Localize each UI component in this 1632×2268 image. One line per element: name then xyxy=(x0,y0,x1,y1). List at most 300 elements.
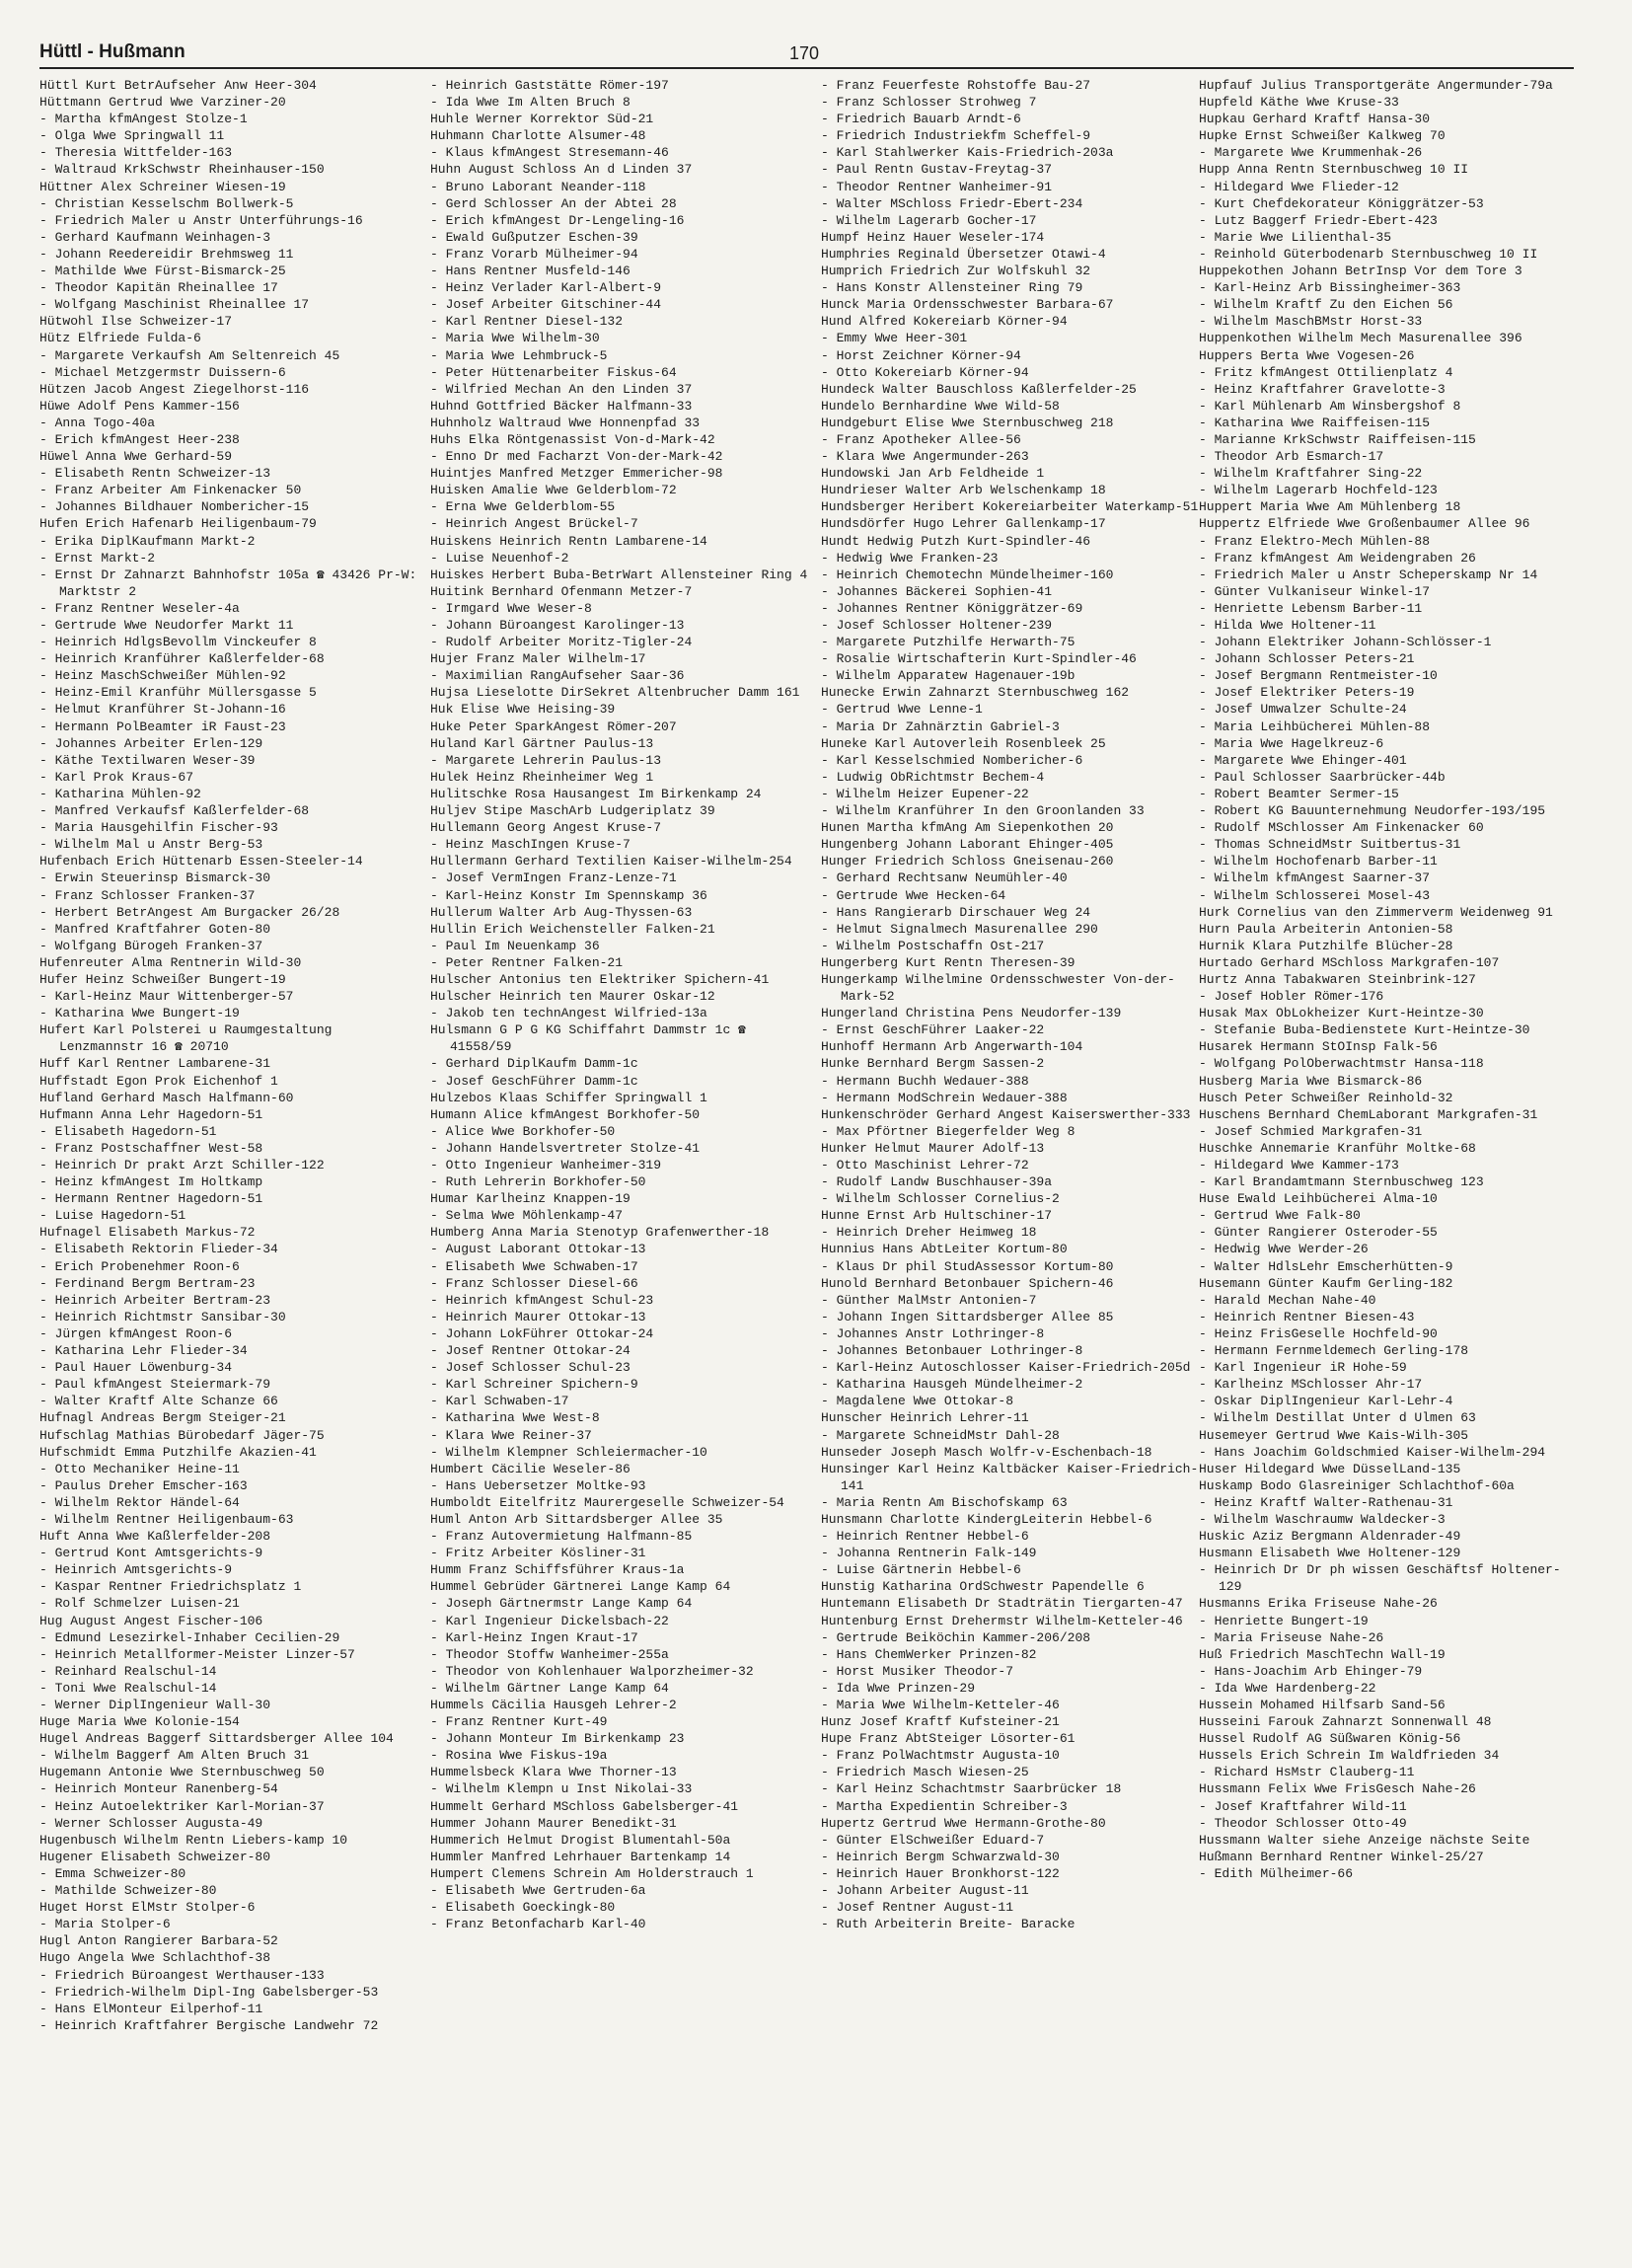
directory-entry: Hund Alfred Kokereiarb Körner-94 xyxy=(821,314,1068,330)
directory-entry: Hunseder Joseph Masch Wolfr-v-Eschenbach-18 xyxy=(821,1444,1152,1460)
directory-entry: Hussmann Felix Wwe FrisGesch Nahe-26 xyxy=(1199,1781,1476,1797)
directory-entry: - Katharina Wwe Raiffeisen-115 xyxy=(1199,415,1431,430)
directory-entry: - Josef VermIngen Franz-Lenze-71 xyxy=(430,870,677,886)
directory-entry: - Max Pförtner Biegerfelder Weg 8 xyxy=(821,1123,1076,1139)
directory-entry: - Luise Hagedorn-51 xyxy=(39,1208,186,1224)
directory-entry: Huppertz Elfriede Wwe Großenbaumer Allee 96 xyxy=(1199,516,1530,532)
directory-entry: - Paul kfmAngest Steiermark-79 xyxy=(39,1377,271,1393)
directory-entry: Humpf Heinz Hauer Weseler-174 xyxy=(821,229,1045,245)
directory-entry: - Elisabeth Rektorin Flieder-34 xyxy=(39,1242,278,1257)
directory-entry: - Friedrich Maler u Anstr Scheperskamp Nr 14 xyxy=(1199,567,1538,582)
directory-entry: - Henriette Lebensm Barber-11 xyxy=(1199,600,1423,616)
directory-entry: - Johann Ingen Sittardsberger Allee 85 xyxy=(821,1309,1114,1324)
directory-entry: - Heinz-Emil Kranführ Müllersgasse 5 xyxy=(39,685,317,701)
directory-entry: - Wilhelm Klempn u Inst Nikolai-33 xyxy=(430,1781,693,1797)
directory-entry: - Heinrich Amtsgerichts-9 xyxy=(39,1562,233,1578)
directory-entry: - Martha Expedientin Schreiber-3 xyxy=(821,1798,1068,1814)
directory-entry: Hussel Rudolf AG Süßwaren König-56 xyxy=(1199,1731,1461,1747)
directory-entry: - Karl-Heinz Arb Bissingheimer-363 xyxy=(1199,280,1461,296)
directory-entry: Huhnholz Waltraud Wwe Honnenpfad 33 xyxy=(430,415,701,430)
directory-entry: - Franz Vorarb Mülheimer-94 xyxy=(430,246,638,262)
directory-entry: - Rudolf Arbeiter Moritz-Tigler-24 xyxy=(430,635,693,650)
directory-entry: Huhn August Schloss An d Linden 37 xyxy=(430,162,693,178)
directory-entry: - Wilhelm Klempner Schleiermacher-10 xyxy=(430,1444,707,1460)
directory-entry: - Günther MalMstr Antonien-7 xyxy=(821,1292,1037,1308)
directory-entry: - Josef Arbeiter Gitschiner-44 xyxy=(430,297,662,313)
directory-entry: - Franz Rentner Weseler-4a xyxy=(39,600,240,616)
directory-entry: - Luise Neuenhof-2 xyxy=(430,550,569,566)
directory-entry: Hulscher Antonius ten Elektriker Spichern-41 xyxy=(430,971,770,987)
directory-entry: - Gertrude Wwe Hecken-64 xyxy=(821,887,1006,903)
directory-entry: Hundrieser Walter Arb Welschenkamp 18 xyxy=(821,483,1106,498)
directory-entry: - Josef Bergmann Rentmeister-10 xyxy=(1199,668,1438,684)
directory-entry: - Luise Gärtnerin Hebbel-6 xyxy=(821,1562,1021,1578)
directory-entry: - Otto Mechaniker Heine-11 xyxy=(39,1461,240,1476)
directory-entry: - Reinhold Güterbodenarb Sternbuschweg 10 II xyxy=(1199,246,1538,262)
directory-entry: - Maria Rentn Am Bischofskamp 63 xyxy=(821,1494,1068,1510)
directory-entry: - Werner Schlosser Augusta-49 xyxy=(39,1815,263,1831)
directory-entry: - Manfred Kraftfahrer Goten-80 xyxy=(39,921,271,937)
directory-entry: - Ruth Arbeiterin Breite- Baracke xyxy=(821,1917,1076,1932)
directory-entry: - Heinrich kfmAngest Schul-23 xyxy=(430,1292,654,1308)
directory-entry: Hussein Mohamed Hilfsarb Sand-56 xyxy=(1199,1698,1446,1712)
directory-entry: - Wolfgang PolOberwachtmstr Hansa-118 xyxy=(1199,1056,1484,1072)
directory-entry: Hunke Bernhard Bergm Sassen-2 xyxy=(821,1056,1045,1072)
directory-entry: - Heinz Autoelektriker Karl-Morian-37 xyxy=(39,1798,325,1814)
directory-entry: Huft Anna Wwe Kaßlerfelder-208 xyxy=(39,1529,271,1545)
directory-entry: - Erich Probenehmer Roon-6 xyxy=(39,1258,240,1274)
directory-entry: - Franz Elektro-Mech Mühlen-88 xyxy=(1199,533,1431,549)
directory-entry: - Hedwig Wwe Franken-23 xyxy=(821,550,999,566)
directory-entry: - Harald Mechan Nahe-40 xyxy=(1199,1292,1376,1308)
directory-entry: - Gerhard Rechtsanw Neumühler-40 xyxy=(821,870,1068,886)
directory-entry: Hummels Cäcilia Hausgeh Lehrer-2 xyxy=(430,1698,677,1712)
directory-entry: Hugo Angela Wwe Schlachthof-38 xyxy=(39,1950,271,1966)
directory-entry: Hurtado Gerhard MSchloss Markgrafen-107 xyxy=(1199,954,1500,970)
directory-entry: - Rosalie Wirtschafterin Kurt-Spindler-46 xyxy=(821,651,1137,667)
directory-entry: Huse Ewald Leihbücherei Alma-10 xyxy=(1199,1191,1438,1207)
directory-entry: - Friedrich-Wilhelm Dipl-Ing Gabelsberger-53 xyxy=(39,1984,379,2000)
directory-entry: Humm Franz Schiffsführer Kraus-1a xyxy=(430,1562,685,1578)
directory-entry: Hullerum Walter Arb Aug-Thyssen-63 xyxy=(430,904,693,920)
directory-entry: Hullemann Georg Angest Kruse-7 xyxy=(430,820,662,836)
directory-entry: Huppert Maria Wwe Am Mühlenberg 18 xyxy=(1199,499,1461,515)
directory-entry: - Friedrich Büroangest Werthauser-133 xyxy=(39,1967,325,1983)
directory-entry: - Gertrude Beiköchin Kammer-206/208 xyxy=(821,1629,1091,1645)
directory-entry: - Kurt Chefdekorateur Königgrätzer-53 xyxy=(1199,195,1484,211)
directory-entry: - Karl Ingenieur iR Hohe-59 xyxy=(1199,1360,1407,1376)
directory-entry: - Heinrich Hauer Bronkhorst-122 xyxy=(821,1865,1060,1881)
directory-entry: Hundowski Jan Arb Feldheide 1 xyxy=(821,466,1045,482)
directory-entry: - Ida Wwe Prinzen-29 xyxy=(821,1680,976,1696)
directory-entry: Husseini Farouk Zahnarzt Sonnenwall 48 xyxy=(1199,1714,1492,1730)
directory-entry: - Selma Wwe Möhlenkamp-47 xyxy=(430,1208,624,1224)
directory-entry: Hufnagl Andreas Bergm Steiger-21 xyxy=(39,1410,286,1426)
directory-entry: Humphries Reginald Übersetzer Otawi-4 xyxy=(821,246,1106,262)
column-3 xyxy=(821,77,1201,2243)
directory-entry: - Elisabeth Wwe Gertruden-6a xyxy=(430,1883,646,1899)
directory-entry: - Franz Feuerfeste Rohstoffe Bau-27 xyxy=(821,78,1091,93)
directory-entry: - Emmy Wwe Heer-301 xyxy=(821,331,968,346)
directory-entry: - Franz Schlosser Diesel-66 xyxy=(430,1275,638,1291)
directory-entry: - Rolf Schmelzer Luisen-21 xyxy=(39,1596,240,1612)
directory-entry: Hugl Anton Rangierer Barbara-52 xyxy=(39,1933,278,1949)
directory-entry: - Walter Kraftf Alte Schanze 66 xyxy=(39,1394,278,1409)
directory-entry: - Hans Rangierarb Dirschauer Weg 24 xyxy=(821,904,1091,920)
directory-entry: - Paul Schlosser Saarbrücker-44b xyxy=(1199,769,1446,785)
directory-entry: - Waltraud KrkSchwstr Rheinhauser-150 xyxy=(39,162,325,178)
directory-entry: - Wilhelm Heizer Eupener-22 xyxy=(821,786,1029,801)
directory-entry: - Ferdinand Bergm Bertram-23 xyxy=(39,1275,256,1291)
directory-entry: Hupfeld Käthe Wwe Kruse-33 xyxy=(1199,95,1399,111)
directory-entry: - Johannes Rentner Königgrätzer-69 xyxy=(821,600,1083,616)
directory-entry: - Wilhelm Kraftfahrer Sing-22 xyxy=(1199,466,1423,482)
directory-entry: Hufer Heinz Schweißer Bungert-19 xyxy=(39,971,286,987)
directory-entry: Huß Friedrich MaschTechn Wall-19 xyxy=(1199,1646,1446,1662)
directory-entry: - Hildegard Wwe Kammer-173 xyxy=(1199,1158,1399,1172)
directory-entry: Hufmann Anna Lehr Hagedorn-51 xyxy=(39,1106,263,1122)
directory-entry: - Katharina Mühlen-92 xyxy=(39,786,201,801)
directory-entry: - Henriette Bungert-19 xyxy=(1199,1613,1369,1628)
directory-entry: - Joseph Gärtnermstr Lange Kamp 64 xyxy=(430,1596,693,1612)
directory-entry: - Klara Wwe Reiner-37 xyxy=(430,1427,592,1443)
directory-entry: Hunhoff Hermann Arb Angerwarth-104 xyxy=(821,1039,1083,1055)
directory-entry: Hurtz Anna Tabakwaren Steinbrink-127 xyxy=(1199,971,1476,987)
column-4 xyxy=(1199,77,1579,2243)
directory-entry: Hupfauf Julius Transportgeräte Angermunder-79a xyxy=(1199,78,1553,93)
directory-entry: - Johannes Anstr Lothringer-8 xyxy=(821,1325,1045,1341)
directory-entry: - Hermann ModSchrein Wedauer-388 xyxy=(821,1090,1068,1105)
directory-entry: - Margarete SchneidMstr Dahl-28 xyxy=(821,1427,1060,1443)
directory-entry: - Wilhelm Hochofenarb Barber-11 xyxy=(1199,854,1438,869)
directory-entry: - Magdalene Wwe Ottokar-8 xyxy=(821,1394,1014,1409)
directory-entry: Huschke Annemarie Kranführ Moltke-68 xyxy=(1199,1140,1476,1156)
directory-entry: - Franz Schlosser Franken-37 xyxy=(39,887,256,903)
directory-entry: - Heinrich Richtmstr Sansibar-30 xyxy=(39,1309,286,1324)
directory-entry: - Katharina Wwe West-8 xyxy=(430,1410,600,1426)
directory-entry: - Gerhard Kaufmann Weinhagen-3 xyxy=(39,229,271,245)
directory-entry: Hummelsbeck Klara Wwe Thorner-13 xyxy=(430,1765,677,1780)
directory-entry: - Ida Wwe Hardenberg-22 xyxy=(1199,1680,1376,1696)
directory-entry: - Johann Monteur Im Birkenkamp 23 xyxy=(430,1731,685,1747)
directory-entry: - Hans Joachim Goldschmied Kaiser-Wilhelm-294 xyxy=(1199,1444,1546,1460)
directory-entry: Hunger Friedrich Schloss Gneisenau-260 xyxy=(821,854,1114,869)
directory-entry: - Margarete Wwe Ehinger-401 xyxy=(1199,752,1407,768)
directory-entry: Hunsmann Charlotte KindergLeiterin Hebbel-6 xyxy=(821,1511,1152,1527)
directory-entry: - Josef Umwalzer Schulte-24 xyxy=(1199,702,1407,718)
directory-entry: Huisken Amalie Wwe Gelderblom-72 xyxy=(430,483,677,498)
directory-entry: - Johanna Rentnerin Falk-149 xyxy=(821,1546,1037,1561)
directory-entry: Hungerland Christina Pens Neudorfer-139 xyxy=(821,1006,1122,1021)
directory-entry: Husemeyer Gertrud Wwe Kais-Wilh-305 xyxy=(1199,1427,1469,1443)
directory-entry: Hufenreuter Alma Rentnerin Wild-30 xyxy=(39,954,302,970)
directory-entry: - Karl-Heinz Autoschlosser Kaiser-Friedrich-205d xyxy=(821,1360,1191,1376)
directory-entry: - Helmut Signalmech Masurenallee 290 xyxy=(821,921,1098,937)
directory-entry: - Erwin Steuerinsp Bismarck-30 xyxy=(39,870,271,886)
directory-entry: Hupertz Gertrud Wwe Hermann-Grothe-80 xyxy=(821,1815,1106,1831)
directory-entry: Hupke Ernst Schweißer Kalkweg 70 xyxy=(1199,128,1446,144)
directory-entry: Hulscher Heinrich ten Maurer Oskar-12 xyxy=(430,989,715,1005)
directory-entry: - Maximilian RangAufseher Saar-36 xyxy=(430,668,685,684)
page-number: 170 xyxy=(789,43,820,63)
directory-entry: Husemann Günter Kaufm Gerling-182 xyxy=(1199,1275,1453,1291)
directory-entry: - Wilhelm Schlosserei Mosel-43 xyxy=(1199,887,1431,903)
directory-entry: - Horst Musiker Theodor-7 xyxy=(821,1663,1014,1679)
directory-entry: - Karl-Heinz Konstr Im Spennskamp 36 xyxy=(430,887,707,903)
directory-entry: - Johann LokFührer Ottokar-24 xyxy=(430,1325,654,1341)
directory-entry: - Irmgard Wwe Weser-8 xyxy=(430,600,592,616)
directory-entry: - Paul Im Neuenkamp 36 xyxy=(430,938,600,953)
directory-entry: - Wilhelm Schlosser Cornelius-2 xyxy=(821,1191,1060,1207)
directory-entry: - Elisabeth Hagedorn-51 xyxy=(39,1123,217,1139)
directory-entry: - Johann Handelsvertreter Stolze-41 xyxy=(430,1140,701,1156)
directory-entry: Hundsberger Heribert Kokereiarbeiter Waterkamp-51 xyxy=(821,499,1199,515)
directory-entry: - Hildegard Wwe Flieder-12 xyxy=(1199,179,1399,194)
directory-entry: - Heinrich Kraftfahrer Bergische Landwehr 72 xyxy=(39,2017,379,2033)
directory-entry: - Josef Rentner August-11 xyxy=(821,1900,1014,1916)
directory-entry: - Josef Elektriker Peters-19 xyxy=(1199,685,1415,701)
directory-entry: Hunker Helmut Maurer Adolf-13 xyxy=(821,1140,1045,1156)
directory-entry: Hützen Jacob Angest Ziegelhorst-116 xyxy=(39,381,310,397)
directory-entry: - Franz PolWachtmstr Augusta-10 xyxy=(821,1748,1060,1764)
directory-entry: Hundelo Bernhardine Wwe Wild-58 xyxy=(821,398,1060,414)
directory-entry: Hufschlag Mathias Bürobedarf Jäger-75 xyxy=(39,1427,325,1443)
directory-entry: Husberg Maria Wwe Bismarck-86 xyxy=(1199,1073,1423,1089)
directory-entry: - Franz Arbeiter Am Finkenacker 50 xyxy=(39,483,302,498)
directory-entry: - Karl Heinz Schachtmstr Saarbrücker 18 xyxy=(821,1781,1122,1797)
directory-entry: Huntenburg Ernst Drehermstr Wilhelm-Ketteler-46 xyxy=(821,1613,1183,1628)
directory-entry: Huskic Aziz Bergmann Aldenrader-49 xyxy=(1199,1529,1461,1545)
directory-entry: Humberg Anna Maria Stenotyp Grafenwerther-18 xyxy=(430,1225,770,1241)
directory-entry: - Heinrich Metallformer-Meister Linzer-57 xyxy=(39,1646,355,1662)
directory-entry: - Reinhard Realschul-14 xyxy=(39,1663,217,1679)
directory-entry: - Wilhelm Waschraumw Waldecker-3 xyxy=(1199,1511,1446,1527)
directory-entry: Huland Karl Gärtner Paulus-13 xyxy=(430,735,654,751)
directory-entry: Hüwel Anna Wwe Gerhard-59 xyxy=(39,449,233,465)
directory-entry: - Karl Kesselschmied Nombericher-6 xyxy=(821,752,1083,768)
directory-entry: - Rudolf Landw Buschhauser-39a xyxy=(821,1174,1053,1190)
directory-entry: - Wilfried Mechan An den Linden 37 xyxy=(430,381,693,397)
directory-entry: - Theodor Kapitän Rheinallee 17 xyxy=(39,280,278,296)
directory-entry: - Walter MSchloss Friedr-Ebert-234 xyxy=(821,195,1083,211)
directory-entry: - Katharina Lehr Flieder-34 xyxy=(39,1343,248,1359)
directory-entry: Hugemann Antonie Wwe Sternbuschweg 50 xyxy=(39,1765,325,1780)
directory-entry: - Heinrich HdlgsBevollm Vinckeufer 8 xyxy=(39,635,317,650)
directory-entry: - Richard HsMstr Clauberg-11 xyxy=(1199,1765,1415,1780)
directory-entry: - Heinrich Dr prakt Arzt Schiller-122 xyxy=(39,1158,325,1172)
directory-entry: - Margarete Verkaufsh Am Seltenreich 45 xyxy=(39,347,340,363)
directory-entry: - Hans Uebersetzer Moltke-93 xyxy=(430,1477,646,1493)
directory-entry: - August Laborant Ottokar-13 xyxy=(430,1242,646,1257)
directory-entry: - Ruth Lehrerin Borkhofer-50 xyxy=(430,1174,646,1190)
directory-entry: Hunck Maria Ordensschwester Barbara-67 xyxy=(821,297,1114,313)
directory-entry: - Jakob ten technAngest Wilfried-13a xyxy=(430,1006,707,1021)
directory-entry: Huhle Werner Korrektor Süd-21 xyxy=(430,112,654,127)
directory-entry: Huge Maria Wwe Kolonie-154 xyxy=(39,1714,240,1730)
directory-entry: - Johann Elektriker Johann-Schlösser-1 xyxy=(1199,635,1492,650)
directory-entry: - Alice Wwe Borkhofer-50 xyxy=(430,1123,616,1139)
directory-entry: - Werner DiplIngenieur Wall-30 xyxy=(39,1698,271,1712)
directory-entry: - Maria Wwe Lehmbruck-5 xyxy=(430,347,608,363)
directory-entry: - Helmut Kranführer St-Johann-16 xyxy=(39,702,286,718)
directory-entry: Hulsmann G P G KG Schiffahrt Dammstr 1c ☎ 41558/59 xyxy=(430,1022,754,1055)
directory-entry: - Heinz kfmAngest Im Holtkamp xyxy=(39,1174,263,1190)
directory-entry: - Hermann Fernmeldemech Gerling-178 xyxy=(1199,1343,1469,1359)
directory-entry: Huitink Bernhard Ofenmann Metzer-7 xyxy=(430,583,693,599)
directory-entry: - Josef Kraftfahrer Wild-11 xyxy=(1199,1798,1407,1814)
directory-entry: - Heinrich Rentner Biesen-43 xyxy=(1199,1309,1415,1324)
directory-entry: - Paul Rentn Gustav-Freytag-37 xyxy=(821,162,1053,178)
directory-entry: Husak Max ObLokheizer Kurt-Heintze-30 xyxy=(1199,1006,1484,1021)
directory-entry: - Rosina Wwe Fiskus-19a xyxy=(430,1748,608,1764)
directory-entry: - Margarete Lehrerin Paulus-13 xyxy=(430,752,662,768)
directory-entry: - Katharina Wwe Bungert-19 xyxy=(39,1006,240,1021)
directory-entry: - Heinrich Angest Brückel-7 xyxy=(430,516,638,532)
directory-entry: Huget Horst ElMstr Stolper-6 xyxy=(39,1900,256,1916)
directory-entry: Humprich Friedrich Zur Wolfskuhl 32 xyxy=(821,264,1091,279)
directory-entry: - Walter HdlsLehr Emscherhütten-9 xyxy=(1199,1258,1453,1274)
directory-entry: Huk Elise Wwe Heising-39 xyxy=(430,702,616,718)
directory-entry: Huffstadt Egon Prok Eichenhof 1 xyxy=(39,1073,278,1089)
directory-entry: Humar Karlheinz Knappen-19 xyxy=(430,1191,631,1207)
directory-entry: - Johannes Arbeiter Erlen-129 xyxy=(39,735,263,751)
directory-entry: - Ernst GeschFührer Laaker-22 xyxy=(821,1022,1045,1038)
directory-entry: - Ernst Dr Zahnarzt Bahnhofstr 105a ☎ 43426 Pr-W: Marktstr 2 xyxy=(39,567,425,599)
directory-entry: Huppenkothen Wilhelm Mech Masurenallee 396 xyxy=(1199,331,1522,346)
directory-entry: Humann Alice kfmAngest Borkhofer-50 xyxy=(430,1106,701,1122)
directory-entry: - Karlheinz MSchlosser Ahr-17 xyxy=(1199,1377,1423,1393)
directory-entry: Hurnik Klara Putzhilfe Blücher-28 xyxy=(1199,938,1453,953)
directory-entry: - Wilhelm Lagerarb Gocher-17 xyxy=(821,212,1037,228)
directory-entry: - Wilhelm Mal u Anstr Berg-53 xyxy=(39,837,263,853)
directory-entry: Hufland Gerhard Masch Halfmann-60 xyxy=(39,1090,294,1105)
directory-entry: Hungerkamp Wilhelmine Ordensschwester Von-der-Mark-52 xyxy=(821,971,1175,1005)
directory-entry: - Ernst Markt-2 xyxy=(39,550,156,566)
directory-entry: - Paulus Dreher Emscher-163 xyxy=(39,1477,248,1493)
directory-entry: Hüttner Alex Schreiner Wiesen-19 xyxy=(39,179,286,194)
directory-entry: - Wolfgang Bürogeh Franken-37 xyxy=(39,938,263,953)
directory-entry: Hundeck Walter Bauschloss Kaßlerfelder-25 xyxy=(821,381,1137,397)
directory-entry: Hunscher Heinrich Lehrer-11 xyxy=(821,1410,1029,1426)
directory-entry: Huintjes Manfred Metzger Emmericher-98 xyxy=(430,466,723,482)
directory-entry: - Josef Rentner Ottokar-24 xyxy=(430,1343,631,1359)
directory-entry: Huntemann Elisabeth Dr Stadträtin Tiergarten-47 xyxy=(821,1596,1183,1612)
directory-entry: - Josef Schlosser Holtener-239 xyxy=(821,618,1053,633)
directory-entry: - Maria Wwe Wilhelm-Ketteler-46 xyxy=(821,1698,1060,1712)
directory-entry: - Karl Rentner Diesel-132 xyxy=(430,314,624,330)
directory-entry: - Wilhelm Destillat Unter d Ulmen 63 xyxy=(1199,1410,1476,1426)
directory-entry: - Klara Wwe Angermunder-263 xyxy=(821,449,1029,465)
directory-entry: - Horst Zeichner Körner-94 xyxy=(821,347,1021,363)
directory-entry: - Johann Schlosser Peters-21 xyxy=(1199,651,1415,667)
directory-entry: Hufnagel Elisabeth Markus-72 xyxy=(39,1225,256,1241)
directory-entry: - Heinrich Rentner Hebbel-6 xyxy=(821,1529,1029,1545)
directory-entry: - Johannes Bäckerei Sophien-41 xyxy=(821,583,1053,599)
directory-entry: Hufenbach Erich Hüttenarb Essen-Steeler-14 xyxy=(39,854,363,869)
directory-entry: Hunkenschröder Gerhard Angest Kaiserswerther-333 xyxy=(821,1106,1191,1122)
directory-entry: - Gertrude Wwe Neudorfer Markt 11 xyxy=(39,618,294,633)
directory-entry: - Heinrich Kranführer Kaßlerfelder-68 xyxy=(39,651,325,667)
directory-entry: - Gertrud Kont Amtsgerichts-9 xyxy=(39,1546,263,1561)
directory-entry: - Kaspar Rentner Friedrichsplatz 1 xyxy=(39,1579,302,1595)
directory-entry: - Edmund Lesezirkel-Inhaber Cecilien-29 xyxy=(39,1629,340,1645)
directory-entry: - Karl Ingenieur Dickelsbach-22 xyxy=(430,1613,669,1628)
directory-entry: - Theodor Arb Esmarch-17 xyxy=(1199,449,1384,465)
directory-entry: - Gerd Schlosser An der Abtei 28 xyxy=(430,195,677,211)
directory-entry: Hulek Heinz Rheinheimer Weg 1 xyxy=(430,769,654,785)
directory-entry: - Heinrich Arbeiter Bertram-23 xyxy=(39,1292,271,1308)
directory-entry: Hunecke Erwin Zahnarzt Sternbuschweg 162 xyxy=(821,685,1130,701)
directory-entry: - Wilhelm Apparatew Hagenauer-19b xyxy=(821,668,1076,684)
directory-entry: - Paul Hauer Löwenburg-34 xyxy=(39,1360,233,1376)
directory-entry: - Karl Brandamtmann Sternbuschweg 123 xyxy=(1199,1174,1484,1190)
directory-entry: Hussmann Walter siehe Anzeige nächste Seite xyxy=(1199,1832,1530,1848)
directory-entry: - Hilda Wwe Holtener-11 xyxy=(1199,618,1376,633)
directory-entry: Hurn Paula Arbeiterin Antonien-58 xyxy=(1199,921,1453,937)
directory-entry: - Maria Leihbücherei Mühlen-88 xyxy=(1199,718,1431,734)
directory-entry: - Heinrich Monteur Ranenberg-54 xyxy=(39,1781,278,1797)
directory-entry: - Günter ElSchweißer Eduard-7 xyxy=(821,1832,1045,1848)
directory-entry: - Theodor von Kohlenhauer Walporzheimer-32 xyxy=(430,1663,754,1679)
directory-entry: Hütz Elfriede Fulda-6 xyxy=(39,331,201,346)
directory-entry: Hupe Franz AbtSteiger Lösorter-61 xyxy=(821,1731,1076,1747)
directory-entry: - Wolfgang Maschinist Rheinallee 17 xyxy=(39,297,310,313)
directory-entry: - Karl Stahlwerker Kais-Friedrich-203a xyxy=(821,145,1114,161)
directory-entry: - Johannes Bildhauer Nombericher-15 xyxy=(39,499,310,515)
directory-entry: - Wilhelm Postschaffn Ost-217 xyxy=(821,938,1045,953)
directory-entry: Hujsa Lieselotte DirSekret Altenbrucher Damm 161 xyxy=(430,685,800,701)
directory-entry: - Heinz Kraftfahrer Gravelotte-3 xyxy=(1199,381,1446,397)
directory-entry: - Heinz FrisGeselle Hochfeld-90 xyxy=(1199,1325,1438,1341)
directory-entry: - Heinz MaschSchweißer Mühlen-92 xyxy=(39,668,286,684)
directory-entry: - Peter Hüttenarbeiter Fiskus-64 xyxy=(430,364,677,380)
directory-entry: - Heinz Kraftf Walter-Rathenau-31 xyxy=(1199,1494,1453,1510)
directory-entry: - Heinrich Gaststätte Römer-197 xyxy=(430,78,669,93)
directory-entry: - Wilhelm Rentner Heiligenbaum-63 xyxy=(39,1511,294,1527)
directory-entry: Huiskes Herbert Buba-BetrWart Allensteiner Ring 4 xyxy=(430,567,808,582)
directory-entry: - Friedrich Bauarb Arndt-6 xyxy=(821,112,1021,127)
directory-entry: - Otto Maschinist Lehrer-72 xyxy=(821,1158,1029,1172)
directory-entry: - Hans Rentner Musfeld-146 xyxy=(430,264,631,279)
directory-entry: - Erna Wwe Gelderblom-55 xyxy=(430,499,616,515)
directory-entry: - Karl-Heinz Ingen Kraut-17 xyxy=(430,1629,638,1645)
directory-entry: - Maria Wwe Hagelkreuz-6 xyxy=(1199,735,1384,751)
directory-entry: - Erich kfmAngest Heer-238 xyxy=(39,431,240,447)
header-range-title: Hüttl - Hußmann xyxy=(39,41,185,62)
directory-entry: Huneke Karl Autoverleih Rosenbleek 25 xyxy=(821,735,1106,751)
directory-entry: Hussels Erich Schrein Im Waldfrieden 34 xyxy=(1199,1748,1500,1764)
directory-entry: Humboldt Eitelfritz Maurergeselle Schweizer-54 xyxy=(430,1494,784,1510)
directory-entry: Hundt Hedwig Putzh Kurt-Spindler-46 xyxy=(821,533,1091,549)
directory-entry: - Wilhelm kfmAngest Saarner-37 xyxy=(1199,870,1431,886)
directory-entry: - Hans ElMonteur Eilperhof-11 xyxy=(39,2001,263,2016)
directory-entry: - Ida Wwe Im Alten Bruch 8 xyxy=(430,95,631,111)
directory-entry: - Klaus Dr phil StudAssessor Kortum-80 xyxy=(821,1258,1114,1274)
directory-entry: - Hans ChemWerker Prinzen-82 xyxy=(821,1646,1037,1662)
directory-entry: - Elisabeth Wwe Schwaben-17 xyxy=(430,1258,638,1274)
directory-entry: - Johann Reedereidir Brehmsweg 11 xyxy=(39,246,294,262)
directory-entry: - Christian Kesselschm Bollwerk-5 xyxy=(39,195,294,211)
directory-entry: - Fritz kfmAngest Ottilienplatz 4 xyxy=(1199,364,1453,380)
directory-entry: - Katharina Hausgeh Mündelheimer-2 xyxy=(821,1377,1083,1393)
directory-entry: Hupkau Gerhard Kraftf Hansa-30 xyxy=(1199,112,1431,127)
directory-entry: - Josef Schmied Markgrafen-31 xyxy=(1199,1123,1423,1139)
directory-entry: Hug August Angest Fischer-106 xyxy=(39,1613,263,1628)
directory-entry: - Toni Wwe Realschul-14 xyxy=(39,1680,217,1696)
directory-entry: Huhmann Charlotte Alsumer-48 xyxy=(430,128,646,144)
directory-entry: - Maria Wwe Wilhelm-30 xyxy=(430,331,600,346)
directory-entry: - Margarete Wwe Krummenhak-26 xyxy=(1199,145,1423,161)
